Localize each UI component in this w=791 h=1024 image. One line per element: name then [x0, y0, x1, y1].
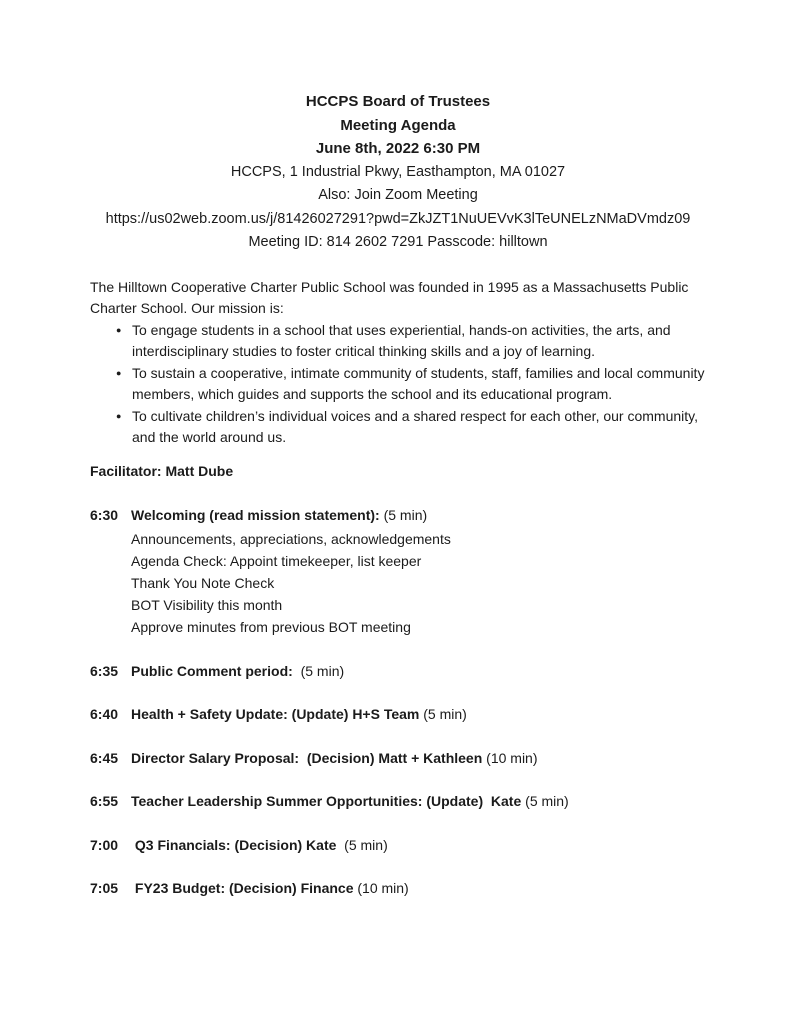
mission-bullet-item — [90, 320, 708, 363]
zoom-join-label: Also: Join Zoom Meeting — [318, 187, 478, 203]
mission-bullet-text: To sustain a cooperative, intimate community of students, staff, families and local community members, which guides and supports the school and its educational program. — [132, 364, 705, 402]
document-header — [90, 90, 706, 255]
agenda-item-health-safety — [90, 703, 706, 725]
agenda-subitem-list — [131, 528, 706, 638]
mission-bullet-item — [90, 363, 708, 406]
agenda-item-public-comment — [90, 660, 706, 682]
mission-bullet-item — [90, 406, 708, 449]
agenda-title: Health + Safety Update: (Update) H+S Team — [131, 706, 420, 722]
agenda-item-teacher-leadership — [90, 790, 706, 812]
document-subtitle: Meeting Agenda — [340, 116, 456, 134]
bullet-icon: ● — [116, 324, 122, 335]
agenda-time: 6:55 — [90, 793, 119, 809]
agenda-item-body — [131, 703, 706, 725]
agenda-subitem: Approve minutes from previous BOT meeting — [131, 619, 411, 635]
agenda-duration: (5 min) — [383, 507, 428, 523]
agenda-item-body — [131, 504, 706, 638]
zoom-meeting-url: https://us02web.zoom.us/j/81426027291?pwd=ZkJZT1NuUEVvK3lTeUNELzNMaDVmdz09 — [105, 210, 691, 227]
agenda-duration: (10 min) — [357, 880, 409, 896]
agenda-subitem: Announcements, appreciations, acknowledgements — [131, 531, 451, 547]
agenda-title: Director Salary Proposal: (Decision) Matt + Kathleen — [131, 749, 483, 766]
agenda-item-body — [131, 877, 706, 899]
agenda-title: Public Comment period: — [131, 662, 293, 679]
agenda-item-welcoming — [90, 504, 706, 638]
agenda-subitem: BOT Visibility this month — [131, 597, 283, 613]
document-title: HCCPS Board of Trustees — [305, 93, 491, 110]
agenda-item-line — [131, 504, 706, 526]
agenda-title: Welcoming (read mission statement): — [131, 507, 380, 523]
agenda-time: 6:45 — [90, 749, 119, 766]
agenda-duration: (5 min) — [340, 836, 388, 853]
mission-bullet-text: To engage students in a school that uses experiential, hands-on activities, the arts, and interdisciplinary studies to foster critical thinking skills and a joy of learning. — [132, 321, 671, 359]
agenda-title: Teacher Leadership Summer Opportunities: (Update) Kate — [131, 793, 522, 809]
agenda-item-fy23-budget — [90, 877, 706, 899]
mission-bullet-list — [90, 320, 708, 449]
agenda-time: 6:40 — [90, 706, 119, 722]
agenda-item-body — [131, 660, 706, 682]
mission-intro-paragraph: The Hilltown Cooperative Charter Public School was founded in 1995 as a Massachusetts Public Charter School. Our mission is: — [90, 278, 689, 316]
meeting-id-passcode: Meeting ID: 814 2602 7291 Passcode: hilltown — [248, 234, 548, 250]
agenda-item-body — [131, 790, 706, 812]
agenda-item-body — [131, 747, 706, 769]
agenda-time: 7:00 — [90, 836, 119, 853]
agenda-item-q3-financials — [90, 834, 706, 856]
agenda-title: FY23 Budget: (Decision) Finance — [131, 880, 354, 896]
agenda-title: Q3 Financials: (Decision) Kate — [131, 836, 337, 853]
agenda-time: 7:05 — [90, 880, 119, 896]
bullet-icon: ● — [116, 367, 122, 378]
agenda-subitem: Agenda Check: Appoint timekeeper, list keeper — [131, 553, 422, 569]
bullet-icon: ● — [116, 410, 122, 421]
agenda-time: 6:30 — [90, 507, 119, 523]
agenda-duration: (10 min) — [486, 749, 538, 766]
agenda-time: 6:35 — [90, 662, 119, 679]
meeting-location: HCCPS, 1 Industrial Pkwy, Easthampton, MA 01027 — [230, 163, 566, 180]
agenda-item-body — [131, 834, 706, 856]
agenda-duration: (5 min) — [296, 662, 345, 679]
agenda-duration: (5 min) — [525, 793, 569, 809]
facilitator-line: Facilitator: Matt Dube — [90, 462, 234, 479]
mission-bullet-text: To cultivate children’s individual voices and a shared respect for each other, our community, and the world around us. — [132, 407, 699, 445]
agenda-item-director-salary — [90, 747, 706, 769]
meeting-datetime: June 8th, 2022 6:30 PM — [315, 140, 481, 157]
agenda-duration: (5 min) — [423, 706, 467, 722]
agenda-subitem: Thank You Note Check — [131, 575, 275, 591]
